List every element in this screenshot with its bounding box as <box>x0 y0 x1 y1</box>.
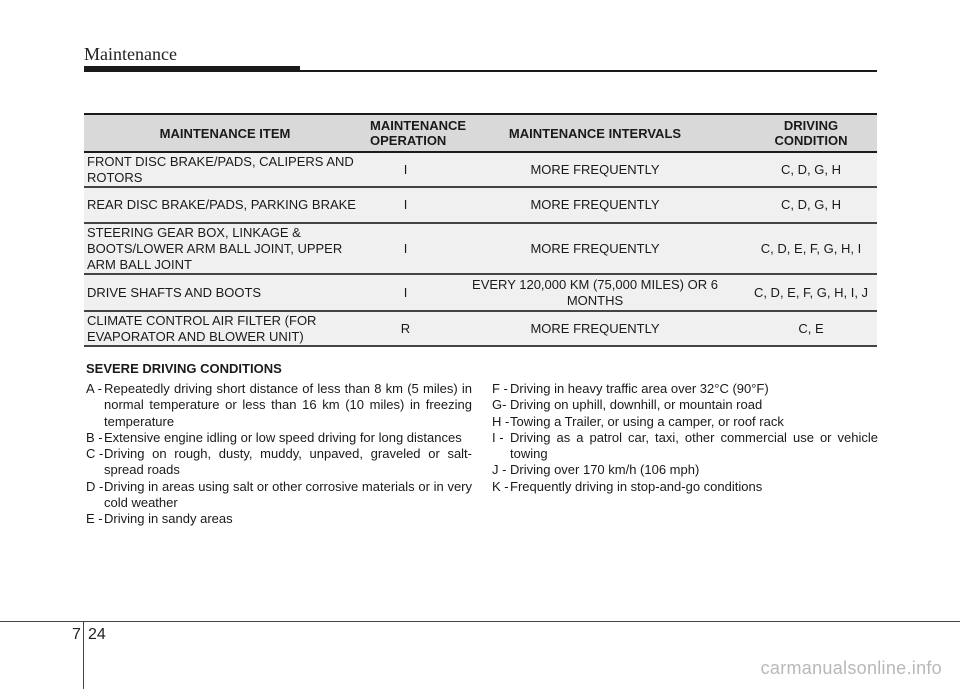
page-number: 24 <box>88 626 106 643</box>
header-rule-thin <box>300 70 877 72</box>
condition-text: Frequently driving in stop-and-go conditions <box>510 478 763 494</box>
condition-item <box>492 397 878 413</box>
condition-item <box>492 479 878 495</box>
condition-item <box>492 381 878 397</box>
row-interval: MORE FREQUENTLY <box>445 311 745 346</box>
row-interval: MORE FREQUENTLY <box>445 223 745 274</box>
watermark: carmanualsonline.info <box>760 658 942 678</box>
maintenance-table <box>84 113 877 347</box>
condition-item <box>86 511 472 527</box>
row-item: REAR DISC BRAKE/PADS, PARKING BRAKE <box>84 187 366 223</box>
table-row <box>84 311 877 346</box>
condition-text: Towing a Trailer, or using a camper, or roof rack <box>510 413 784 429</box>
section-title: Maintenance <box>84 44 177 64</box>
table-header-row <box>84 114 877 152</box>
row-condition: C, D, G, H <box>745 187 877 223</box>
footer-rule <box>0 621 960 622</box>
conditions-list-right <box>492 381 878 495</box>
row-condition: C, D, E, F, G, H, I <box>745 223 877 274</box>
condition-text: Driving in areas using salt or other corrosive materials or in very cold weather <box>104 478 472 511</box>
row-interval: EVERY 120,000 KM (75,000 MILES) OR 6 MONTHS <box>445 274 745 311</box>
condition-item <box>492 430 878 463</box>
condition-text: Extensive engine idling or low speed driving for long distances <box>104 429 462 445</box>
condition-letter: K - <box>492 478 509 494</box>
condition-letter: C - <box>86 446 104 462</box>
condition-text: Driving in heavy traffic area over 32°C (90°F) <box>510 381 769 396</box>
condition-item <box>492 462 878 478</box>
row-condition: C, D, G, H <box>745 152 877 187</box>
condition-item <box>492 414 878 430</box>
row-item: FRONT DISC BRAKE/PADS, CALIPERS AND ROTORS <box>84 152 366 187</box>
row-condition: C, E <box>745 311 877 346</box>
header-maintenance-item: MAINTENANCE ITEM <box>84 114 366 152</box>
condition-item <box>86 479 472 512</box>
row-item: STEERING GEAR BOX, LINKAGE & BOOTS/LOWER ARM BALL JOINT, UPPER ARM BALL JOINT <box>84 223 366 274</box>
header-maintenance-intervals: MAINTENANCE INTERVALS <box>445 114 745 152</box>
header-driving-condition: DRIVING CONDITION <box>745 114 877 152</box>
condition-text: Driving as a patrol car, taxi, other commercial use or vehicle towing <box>510 429 878 462</box>
condition-text: Driving in sandy areas <box>104 511 233 527</box>
severe-conditions-heading: SEVERE DRIVING CONDITIONS <box>86 361 282 376</box>
conditions-list-left <box>86 381 472 528</box>
condition-letter: B - <box>86 429 103 445</box>
row-interval: MORE FREQUENTLY <box>445 187 745 223</box>
row-operation: I <box>366 187 445 223</box>
condition-letter: A - <box>86 381 102 396</box>
footer-divider <box>83 622 84 689</box>
condition-letter: D - <box>86 478 104 494</box>
row-operation: I <box>366 152 445 187</box>
row-operation: I <box>366 274 445 311</box>
table-row <box>84 187 877 223</box>
header-maintenance-operation: MAINTENANCE OPERATION <box>366 114 445 152</box>
condition-letter: J - <box>492 462 507 478</box>
chapter-number: 7 <box>72 626 81 643</box>
condition-letter: I - <box>492 429 504 445</box>
condition-item <box>86 381 472 430</box>
row-operation: R <box>366 311 445 346</box>
condition-letter: G- <box>492 397 507 413</box>
condition-letter: E - <box>86 511 103 527</box>
row-item: CLIMATE CONTROL AIR FILTER (FOR EVAPORATOR AND BLOWER UNIT) <box>84 311 366 346</box>
condition-letter: F - <box>492 381 508 396</box>
condition-text: Repeatedly driving short distance of less than 8 km (5 miles) in normal temperature or less than 16 km (10 miles) in freezing temperature <box>104 381 472 429</box>
condition-text: Driving on uphill, downhill, or mountain road <box>510 397 763 413</box>
condition-item <box>86 430 472 446</box>
table-row <box>84 223 877 274</box>
table-row <box>84 274 877 311</box>
table-row <box>84 152 877 187</box>
condition-text: Driving on rough, dusty, muddy, unpaved, graveled or salt-spread roads <box>104 446 472 478</box>
condition-letter: H - <box>492 413 510 429</box>
condition-text: Driving over 170 km/h (106 mph) <box>510 462 700 478</box>
condition-item <box>86 446 472 479</box>
row-interval: MORE FREQUENTLY <box>445 152 745 187</box>
row-item: DRIVE SHAFTS AND BOOTS <box>84 274 366 311</box>
row-operation: I <box>366 223 445 274</box>
row-condition: C, D, E, F, G, H, I, J <box>745 274 877 311</box>
header-rule-thick <box>84 66 300 72</box>
